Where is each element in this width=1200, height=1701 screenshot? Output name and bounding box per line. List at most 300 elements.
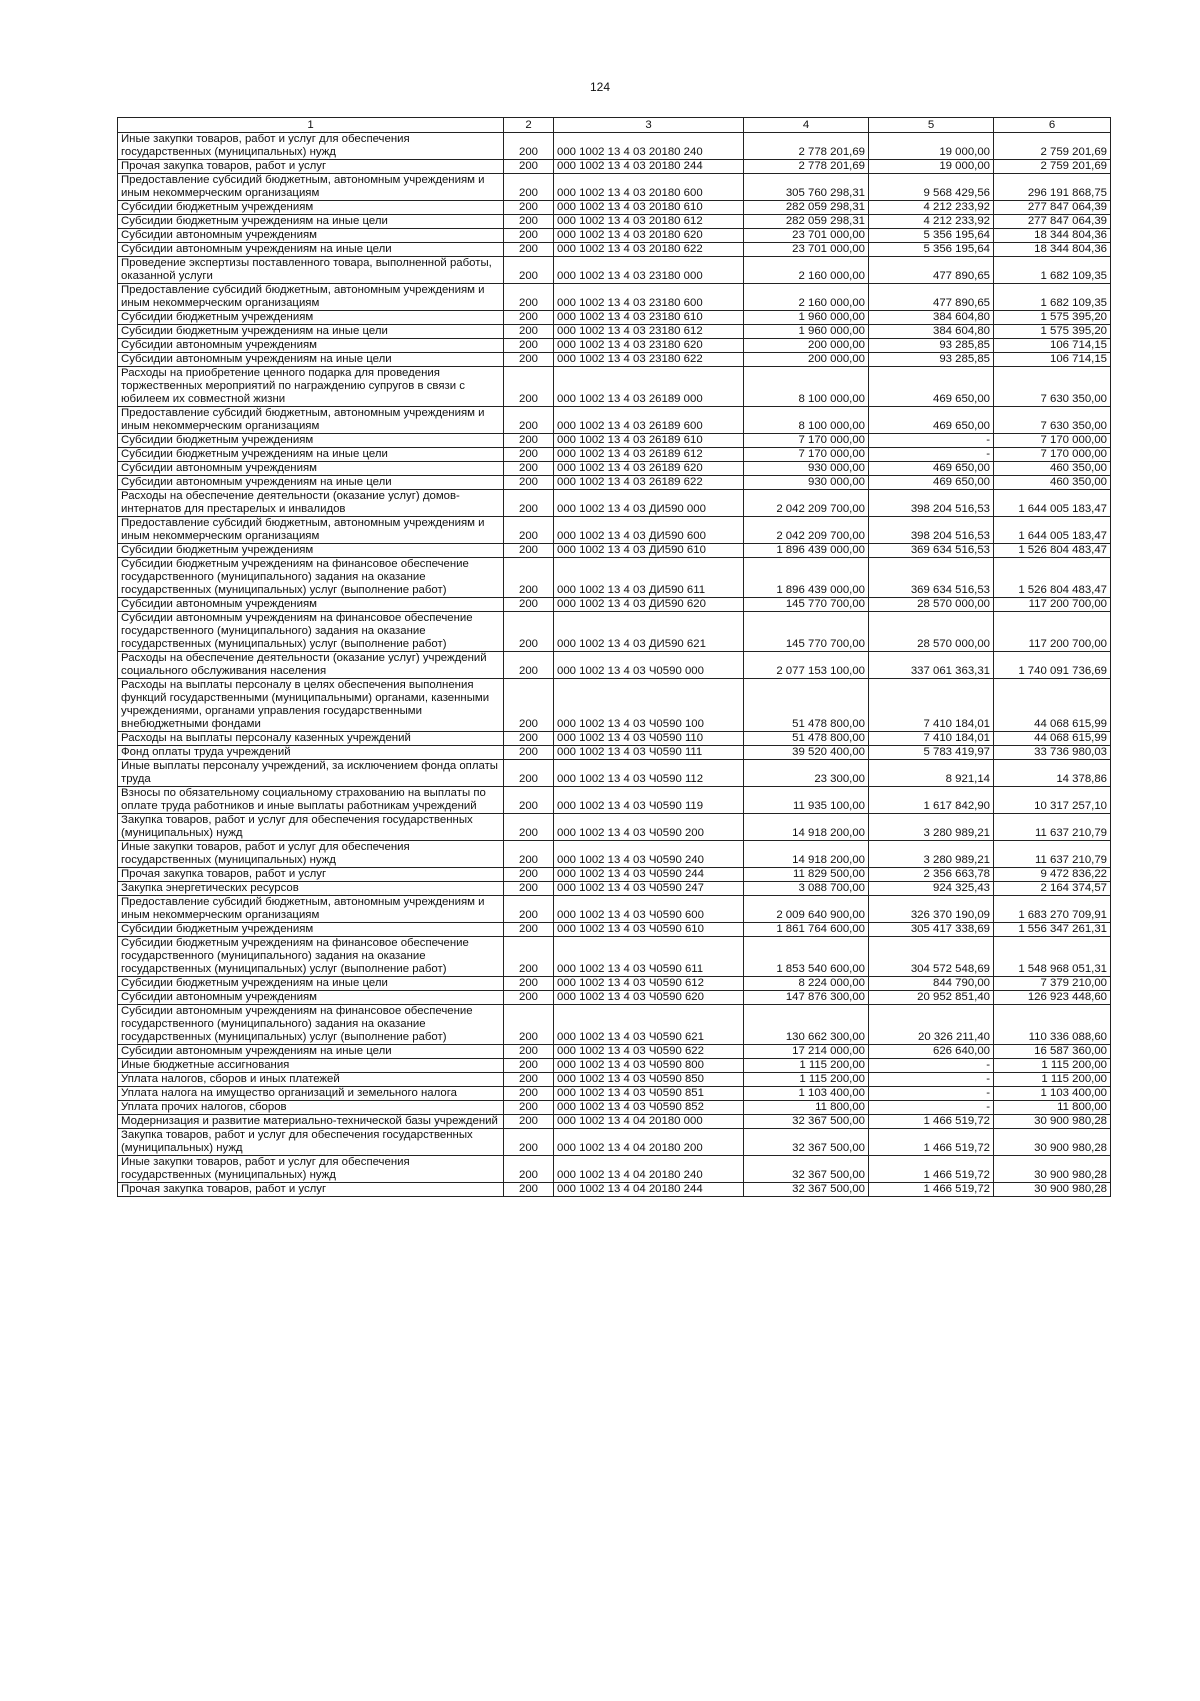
table-row [118, 1101, 1111, 1115]
budget-classification-code: 000 1002 13 4 03 Ч0590 240 [554, 841, 744, 868]
budget-classification-code: 000 1002 13 4 03 Ч0590 200 [554, 814, 744, 841]
unexecuted-amount: 1 103 400,00 [994, 1087, 1111, 1101]
row-code: 200 [504, 476, 554, 490]
row-description: Субсидии автономным учреждениям [118, 462, 504, 476]
unexecuted-amount: 1 115 200,00 [994, 1059, 1111, 1073]
table-row [118, 558, 1111, 598]
budget-classification-code: 000 1002 13 4 03 Ч0590 110 [554, 732, 744, 746]
unexecuted-amount: 1 683 270 709,91 [994, 896, 1111, 923]
executed-amount: 384 604,80 [869, 311, 994, 325]
row-code: 200 [504, 174, 554, 201]
table-row [118, 841, 1111, 868]
row-code: 200 [504, 367, 554, 407]
approved-amount: 282 059 298,31 [744, 201, 869, 215]
unexecuted-amount: 1 575 395,20 [994, 325, 1111, 339]
row-code: 200 [504, 544, 554, 558]
approved-amount: 11 829 500,00 [744, 868, 869, 882]
row-code: 200 [504, 339, 554, 353]
table-row [118, 937, 1111, 977]
executed-amount: 3 280 989,21 [869, 814, 994, 841]
executed-amount: 19 000,00 [869, 133, 994, 160]
unexecuted-amount: 1 526 804 483,47 [994, 544, 1111, 558]
executed-amount: 3 280 989,21 [869, 841, 994, 868]
executed-amount: 626 640,00 [869, 1045, 994, 1059]
budget-classification-code: 000 1002 13 4 03 Ч0590 620 [554, 991, 744, 1005]
table-row [118, 1005, 1111, 1045]
approved-amount: 23 701 000,00 [744, 243, 869, 257]
budget-classification-code: 000 1002 13 4 03 Ч0590 600 [554, 896, 744, 923]
executed-amount: - [869, 1087, 994, 1101]
row-code: 200 [504, 1087, 554, 1101]
column-header: 1 [118, 118, 504, 133]
row-code: 200 [504, 760, 554, 787]
unexecuted-amount: 10 317 257,10 [994, 787, 1111, 814]
row-description: Субсидии автономным учреждениям на иные цели [118, 476, 504, 490]
table-row [118, 652, 1111, 679]
unexecuted-amount: 30 900 980,28 [994, 1156, 1111, 1183]
executed-amount: 9 568 429,56 [869, 174, 994, 201]
approved-amount: 32 367 500,00 [744, 1156, 869, 1183]
row-code: 200 [504, 1045, 554, 1059]
budget-classification-code: 000 1002 13 4 03 23180 612 [554, 325, 744, 339]
executed-amount: - [869, 1101, 994, 1115]
approved-amount: 8 100 000,00 [744, 367, 869, 407]
row-code: 200 [504, 201, 554, 215]
row-description: Расходы на выплаты персоналу казенных учреждений [118, 732, 504, 746]
approved-amount: 2 009 640 900,00 [744, 896, 869, 923]
budget-classification-code: 000 1002 13 4 03 20180 244 [554, 160, 744, 174]
executed-amount: 1 466 519,72 [869, 1183, 994, 1197]
approved-amount: 23 300,00 [744, 760, 869, 787]
row-description: Иные выплаты персоналу учреждений, за исключением фонда оплаты труда [118, 760, 504, 787]
budget-classification-code: 000 1002 13 4 03 Ч0590 800 [554, 1059, 744, 1073]
budget-classification-code: 000 1002 13 4 03 Ч0590 000 [554, 652, 744, 679]
table-row [118, 462, 1111, 476]
budget-classification-code: 000 1002 13 4 03 26189 620 [554, 462, 744, 476]
table-body [118, 133, 1111, 1197]
row-code: 200 [504, 841, 554, 868]
unexecuted-amount: 460 350,00 [994, 476, 1111, 490]
executed-amount: 469 650,00 [869, 407, 994, 434]
unexecuted-amount: 1 575 395,20 [994, 311, 1111, 325]
row-description: Субсидии бюджетным учреждениям [118, 434, 504, 448]
unexecuted-amount: 18 344 804,36 [994, 243, 1111, 257]
row-code: 200 [504, 407, 554, 434]
row-code: 200 [504, 882, 554, 896]
row-code: 200 [504, 923, 554, 937]
approved-amount: 23 701 000,00 [744, 229, 869, 243]
table-row [118, 215, 1111, 229]
row-code: 200 [504, 257, 554, 284]
executed-amount: 844 790,00 [869, 977, 994, 991]
row-code: 200 [504, 896, 554, 923]
table-row [118, 257, 1111, 284]
row-description: Субсидии бюджетным учреждениям на финансовое обеспечение государственного (муниципального) задания на оказание государственных (муниципальных) услуг (выполнение работ) [118, 558, 504, 598]
row-code: 200 [504, 1183, 554, 1197]
executed-amount: 369 634 516,53 [869, 558, 994, 598]
row-description: Предоставление субсидий бюджетным, автономным учреждениям и иным некоммерческим организациям [118, 896, 504, 923]
row-description: Субсидии автономным учреждениям [118, 598, 504, 612]
approved-amount: 1 960 000,00 [744, 325, 869, 339]
row-description: Субсидии бюджетным учреждениям на финансовое обеспечение государственного (муниципального) задания на оказание государственных (муниципальных) услуг (выполнение работ) [118, 937, 504, 977]
row-description: Иные закупки товаров, работ и услуг для обеспечения государственных (муниципальных) нужд [118, 841, 504, 868]
unexecuted-amount: 1 682 109,35 [994, 284, 1111, 311]
unexecuted-amount: 1 740 091 736,69 [994, 652, 1111, 679]
approved-amount: 7 170 000,00 [744, 448, 869, 462]
column-header: 5 [869, 118, 994, 133]
row-description: Субсидии бюджетным учреждениям [118, 201, 504, 215]
approved-amount: 8 100 000,00 [744, 407, 869, 434]
row-description: Субсидии автономным учреждениям на иные цели [118, 1045, 504, 1059]
executed-amount: 369 634 516,53 [869, 544, 994, 558]
budget-classification-code: 000 1002 13 4 04 20180 240 [554, 1156, 744, 1183]
unexecuted-amount: 30 900 980,28 [994, 1115, 1111, 1129]
executed-amount: 1 617 842,90 [869, 787, 994, 814]
table-row [118, 133, 1111, 160]
table-row [118, 201, 1111, 215]
row-code: 200 [504, 1115, 554, 1129]
page-number: 124 [589, 80, 611, 94]
row-code: 200 [504, 325, 554, 339]
table-row [118, 868, 1111, 882]
budget-classification-code: 000 1002 13 4 03 26189 000 [554, 367, 744, 407]
approved-amount: 2 778 201,69 [744, 160, 869, 174]
approved-amount: 11 935 100,00 [744, 787, 869, 814]
budget-classification-code: 000 1002 13 4 03 Ч0590 112 [554, 760, 744, 787]
budget-classification-code: 000 1002 13 4 03 Ч0590 111 [554, 746, 744, 760]
approved-amount: 51 478 800,00 [744, 679, 869, 732]
approved-amount: 2 077 153 100,00 [744, 652, 869, 679]
row-description: Прочая закупка товаров, работ и услуг [118, 160, 504, 174]
row-description: Предоставление субсидий бюджетным, автономным учреждениям и иным некоммерческим организациям [118, 284, 504, 311]
row-description: Субсидии бюджетным учреждениям на иные цели [118, 448, 504, 462]
row-code: 200 [504, 1156, 554, 1183]
executed-amount: 20 326 211,40 [869, 1005, 994, 1045]
row-description: Закупка товаров, работ и услуг для обеспечения государственных (муниципальных) нужд [118, 1129, 504, 1156]
row-description: Расходы на выплаты персоналу в целях обеспечения выполнения функций государственными (муниципальными) органами, казенными учреждениями, органами управления государственными внебюджетными фондами [118, 679, 504, 732]
table-row [118, 896, 1111, 923]
approved-amount: 930 000,00 [744, 462, 869, 476]
approved-amount: 1 115 200,00 [744, 1059, 869, 1073]
executed-amount: 398 204 516,53 [869, 490, 994, 517]
row-description: Расходы на приобретение ценного подарка для проведения торжественных мероприятий по награждению супругов в связи с юбилеем их совместной жизни [118, 367, 504, 407]
table-row [118, 476, 1111, 490]
approved-amount: 8 224 000,00 [744, 977, 869, 991]
table-row [118, 977, 1111, 991]
executed-amount: 1 466 519,72 [869, 1129, 994, 1156]
approved-amount: 282 059 298,31 [744, 215, 869, 229]
unexecuted-amount: 106 714,15 [994, 353, 1111, 367]
row-description: Уплата налогов, сборов и иных платежей [118, 1073, 504, 1087]
budget-classification-code: 000 1002 13 4 03 26189 600 [554, 407, 744, 434]
approved-amount: 1 896 439 000,00 [744, 544, 869, 558]
row-description: Расходы на обеспечение деятельности (оказание услуг) домов-интернатов для престарелых и инвалидов [118, 490, 504, 517]
row-code: 200 [504, 1129, 554, 1156]
column-header: 2 [504, 118, 554, 133]
approved-amount: 2 778 201,69 [744, 133, 869, 160]
executed-amount: 7 410 184,01 [869, 679, 994, 732]
row-description: Расходы на обеспечение деятельности (оказание услуг) учреждений социального обслуживания населения [118, 652, 504, 679]
budget-classification-code: 000 1002 13 4 03 23180 620 [554, 339, 744, 353]
row-code: 200 [504, 353, 554, 367]
table-row [118, 284, 1111, 311]
row-code: 200 [504, 1005, 554, 1045]
unexecuted-amount: 30 900 980,28 [994, 1183, 1111, 1197]
approved-amount: 17 214 000,00 [744, 1045, 869, 1059]
row-code: 200 [504, 243, 554, 257]
row-description: Субсидии бюджетным учреждениям [118, 923, 504, 937]
unexecuted-amount: 7 170 000,00 [994, 448, 1111, 462]
budget-classification-code: 000 1002 13 4 03 ДИ590 621 [554, 612, 744, 652]
row-description: Иные бюджетные ассигнования [118, 1059, 504, 1073]
approved-amount: 32 367 500,00 [744, 1129, 869, 1156]
row-code: 200 [504, 814, 554, 841]
row-description: Закупка товаров, работ и услуг для обеспечения государственных (муниципальных) нужд [118, 814, 504, 841]
unexecuted-amount: 460 350,00 [994, 462, 1111, 476]
table-row [118, 1045, 1111, 1059]
executed-amount: 2 356 663,78 [869, 868, 994, 882]
unexecuted-amount: 1 556 347 261,31 [994, 923, 1111, 937]
row-description: Иные закупки товаров, работ и услуг для обеспечения государственных (муниципальных) нужд [118, 133, 504, 160]
row-description: Уплата налога на имущество организаций и земельного налога [118, 1087, 504, 1101]
executed-amount: 469 650,00 [869, 367, 994, 407]
unexecuted-amount: 44 068 615,99 [994, 679, 1111, 732]
unexecuted-amount: 9 472 836,22 [994, 868, 1111, 882]
approved-amount: 1 896 439 000,00 [744, 558, 869, 598]
row-description: Субсидии автономным учреждениям [118, 339, 504, 353]
approved-amount: 2 160 000,00 [744, 284, 869, 311]
row-code: 200 [504, 517, 554, 544]
budget-classification-code: 000 1002 13 4 03 Ч0590 852 [554, 1101, 744, 1115]
executed-amount: 4 212 233,92 [869, 215, 994, 229]
table-row [118, 1087, 1111, 1101]
row-description: Субсидии бюджетным учреждениям на иные цели [118, 977, 504, 991]
unexecuted-amount: 1 644 005 183,47 [994, 517, 1111, 544]
row-code: 200 [504, 787, 554, 814]
table-row [118, 679, 1111, 732]
row-code: 200 [504, 598, 554, 612]
budget-classification-code: 000 1002 13 4 04 20180 244 [554, 1183, 744, 1197]
row-code: 200 [504, 284, 554, 311]
row-code: 200 [504, 215, 554, 229]
budget-classification-code: 000 1002 13 4 03 20180 610 [554, 201, 744, 215]
unexecuted-amount: 44 068 615,99 [994, 732, 1111, 746]
unexecuted-amount: 2 164 374,57 [994, 882, 1111, 896]
table-row [118, 612, 1111, 652]
executed-amount: 384 604,80 [869, 325, 994, 339]
table-row [118, 448, 1111, 462]
table-row [118, 311, 1111, 325]
row-description: Проведение экспертизы поставленного товара, выполненной работы, оказанной услуги [118, 257, 504, 284]
row-description: Субсидии автономным учреждениям [118, 991, 504, 1005]
unexecuted-amount: 7 170 000,00 [994, 434, 1111, 448]
budget-classification-code: 000 1002 13 4 03 ДИ590 610 [554, 544, 744, 558]
row-description: Субсидии автономным учреждениям на финансовое обеспечение государственного (муниципального) задания на оказание государственных (муниципальных) услуг (выполнение работ) [118, 1005, 504, 1045]
row-description: Субсидии бюджетным учреждениям [118, 311, 504, 325]
row-code: 200 [504, 732, 554, 746]
executed-amount: 469 650,00 [869, 462, 994, 476]
row-code: 200 [504, 612, 554, 652]
table-row [118, 434, 1111, 448]
table-row [118, 732, 1111, 746]
unexecuted-amount: 11 637 210,79 [994, 814, 1111, 841]
unexecuted-amount: 7 630 350,00 [994, 407, 1111, 434]
approved-amount: 32 367 500,00 [744, 1183, 869, 1197]
executed-amount: 469 650,00 [869, 476, 994, 490]
row-description: Субсидии бюджетным учреждениям на иные цели [118, 215, 504, 229]
unexecuted-amount: 2 759 201,69 [994, 160, 1111, 174]
row-description: Модернизация и развитие материально-технической базы учреждений [118, 1115, 504, 1129]
budget-classification-code: 000 1002 13 4 03 Ч0590 851 [554, 1087, 744, 1101]
row-code: 200 [504, 133, 554, 160]
table-row [118, 367, 1111, 407]
row-code: 200 [504, 1101, 554, 1115]
executed-amount: 5 356 195,64 [869, 229, 994, 243]
budget-classification-code: 000 1002 13 4 03 Ч0590 621 [554, 1005, 744, 1045]
row-code: 200 [504, 311, 554, 325]
row-code: 200 [504, 490, 554, 517]
approved-amount: 2 160 000,00 [744, 257, 869, 284]
row-description: Фонд оплаты труда учреждений [118, 746, 504, 760]
row-code: 200 [504, 229, 554, 243]
unexecuted-amount: 1 526 804 483,47 [994, 558, 1111, 598]
executed-amount: 305 417 338,69 [869, 923, 994, 937]
budget-classification-code: 000 1002 13 4 04 20180 000 [554, 1115, 744, 1129]
table-row [118, 760, 1111, 787]
row-code: 200 [504, 434, 554, 448]
row-description: Субсидии автономным учреждениям на финансовое обеспечение государственного (муниципального) задания на оказание государственных (муниципальных) услуг (выполнение работ) [118, 612, 504, 652]
approved-amount: 305 760 298,31 [744, 174, 869, 201]
executed-amount: 477 890,65 [869, 284, 994, 311]
row-code: 200 [504, 1073, 554, 1087]
budget-classification-code: 000 1002 13 4 03 20180 600 [554, 174, 744, 201]
executed-amount: 326 370 190,09 [869, 896, 994, 923]
unexecuted-amount: 277 847 064,39 [994, 201, 1111, 215]
executed-amount: 1 466 519,72 [869, 1115, 994, 1129]
row-description: Взносы по обязательному социальному страхованию на выплаты по оплате труда работников и иные выплаты работникам учреждений [118, 787, 504, 814]
budget-classification-code: 000 1002 13 4 03 Ч0590 244 [554, 868, 744, 882]
unexecuted-amount: 30 900 980,28 [994, 1129, 1111, 1156]
executed-amount: - [869, 434, 994, 448]
table-row [118, 923, 1111, 937]
unexecuted-amount: 110 336 088,60 [994, 1005, 1111, 1045]
row-code: 200 [504, 991, 554, 1005]
approved-amount: 145 770 700,00 [744, 612, 869, 652]
row-code: 200 [504, 1059, 554, 1073]
approved-amount: 11 800,00 [744, 1101, 869, 1115]
approved-amount: 14 918 200,00 [744, 814, 869, 841]
budget-classification-code: 000 1002 13 4 03 23180 000 [554, 257, 744, 284]
executed-amount: 304 572 548,69 [869, 937, 994, 977]
table-row [118, 991, 1111, 1005]
unexecuted-amount: 7 630 350,00 [994, 367, 1111, 407]
budget-classification-code: 000 1002 13 4 03 ДИ590 611 [554, 558, 744, 598]
table-row [118, 353, 1111, 367]
executed-amount: 5 356 195,64 [869, 243, 994, 257]
unexecuted-amount: 33 736 980,03 [994, 746, 1111, 760]
unexecuted-amount: 296 191 868,75 [994, 174, 1111, 201]
table-row [118, 229, 1111, 243]
column-number-row [118, 118, 1111, 133]
approved-amount: 1 853 540 600,00 [744, 937, 869, 977]
table-row [118, 407, 1111, 434]
table-row [118, 1073, 1111, 1087]
row-description: Предоставление субсидий бюджетным, автономным учреждениям и иным некоммерческим организациям [118, 407, 504, 434]
row-code: 200 [504, 558, 554, 598]
budget-classification-code: 000 1002 13 4 03 Ч0590 850 [554, 1073, 744, 1087]
executed-amount: 93 285,85 [869, 339, 994, 353]
table-row [118, 1115, 1111, 1129]
unexecuted-amount: 117 200 700,00 [994, 612, 1111, 652]
executed-amount: 398 204 516,53 [869, 517, 994, 544]
approved-amount: 930 000,00 [744, 476, 869, 490]
executed-amount: 19 000,00 [869, 160, 994, 174]
approved-amount: 200 000,00 [744, 353, 869, 367]
unexecuted-amount: 126 923 448,60 [994, 991, 1111, 1005]
approved-amount: 130 662 300,00 [744, 1005, 869, 1045]
executed-amount: 8 921,14 [869, 760, 994, 787]
table-row [118, 490, 1111, 517]
table-row [118, 174, 1111, 201]
budget-classification-code: 000 1002 13 4 03 ДИ590 000 [554, 490, 744, 517]
executed-amount: 4 212 233,92 [869, 201, 994, 215]
unexecuted-amount: 18 344 804,36 [994, 229, 1111, 243]
budget-classification-code: 000 1002 13 4 03 ДИ590 620 [554, 598, 744, 612]
unexecuted-amount: 11 637 210,79 [994, 841, 1111, 868]
table-row [118, 598, 1111, 612]
table-row [118, 339, 1111, 353]
unexecuted-amount: 106 714,15 [994, 339, 1111, 353]
unexecuted-amount: 2 759 201,69 [994, 133, 1111, 160]
budget-classification-code: 000 1002 13 4 03 20180 240 [554, 133, 744, 160]
unexecuted-amount: 14 378,86 [994, 760, 1111, 787]
budget-classification-code: 000 1002 13 4 03 ДИ590 600 [554, 517, 744, 544]
budget-classification-code: 000 1002 13 4 03 Ч0590 611 [554, 937, 744, 977]
budget-classification-code: 000 1002 13 4 03 Ч0590 612 [554, 977, 744, 991]
table-row [118, 544, 1111, 558]
budget-classification-code: 000 1002 13 4 03 23180 600 [554, 284, 744, 311]
approved-amount: 39 520 400,00 [744, 746, 869, 760]
table-row [118, 325, 1111, 339]
approved-amount: 2 042 209 700,00 [744, 517, 869, 544]
budget-classification-code: 000 1002 13 4 03 20180 622 [554, 243, 744, 257]
row-description: Субсидии автономным учреждениям [118, 229, 504, 243]
unexecuted-amount: 11 800,00 [994, 1101, 1111, 1115]
budget-classification-code: 000 1002 13 4 03 Ч0590 100 [554, 679, 744, 732]
table-row [118, 1059, 1111, 1073]
table-header [118, 118, 1111, 133]
row-code: 200 [504, 868, 554, 882]
budget-classification-code: 000 1002 13 4 03 Ч0590 622 [554, 1045, 744, 1059]
budget-classification-code: 000 1002 13 4 03 23180 622 [554, 353, 744, 367]
row-code: 200 [504, 977, 554, 991]
table-row [118, 787, 1111, 814]
row-code: 200 [504, 462, 554, 476]
budget-classification-code: 000 1002 13 4 03 26189 612 [554, 448, 744, 462]
table-row [118, 160, 1111, 174]
unexecuted-amount: 16 587 360,00 [994, 1045, 1111, 1059]
unexecuted-amount: 117 200 700,00 [994, 598, 1111, 612]
budget-classification-code: 000 1002 13 4 03 Ч0590 247 [554, 882, 744, 896]
approved-amount: 51 478 800,00 [744, 732, 869, 746]
approved-amount: 3 088 700,00 [744, 882, 869, 896]
executed-amount: - [869, 1073, 994, 1087]
row-description: Субсидии автономным учреждениям на иные цели [118, 243, 504, 257]
table-row [118, 814, 1111, 841]
row-description: Прочая закупка товаров, работ и услуг [118, 1183, 504, 1197]
table-row [118, 1183, 1111, 1197]
row-description: Субсидии автономным учреждениям на иные цели [118, 353, 504, 367]
